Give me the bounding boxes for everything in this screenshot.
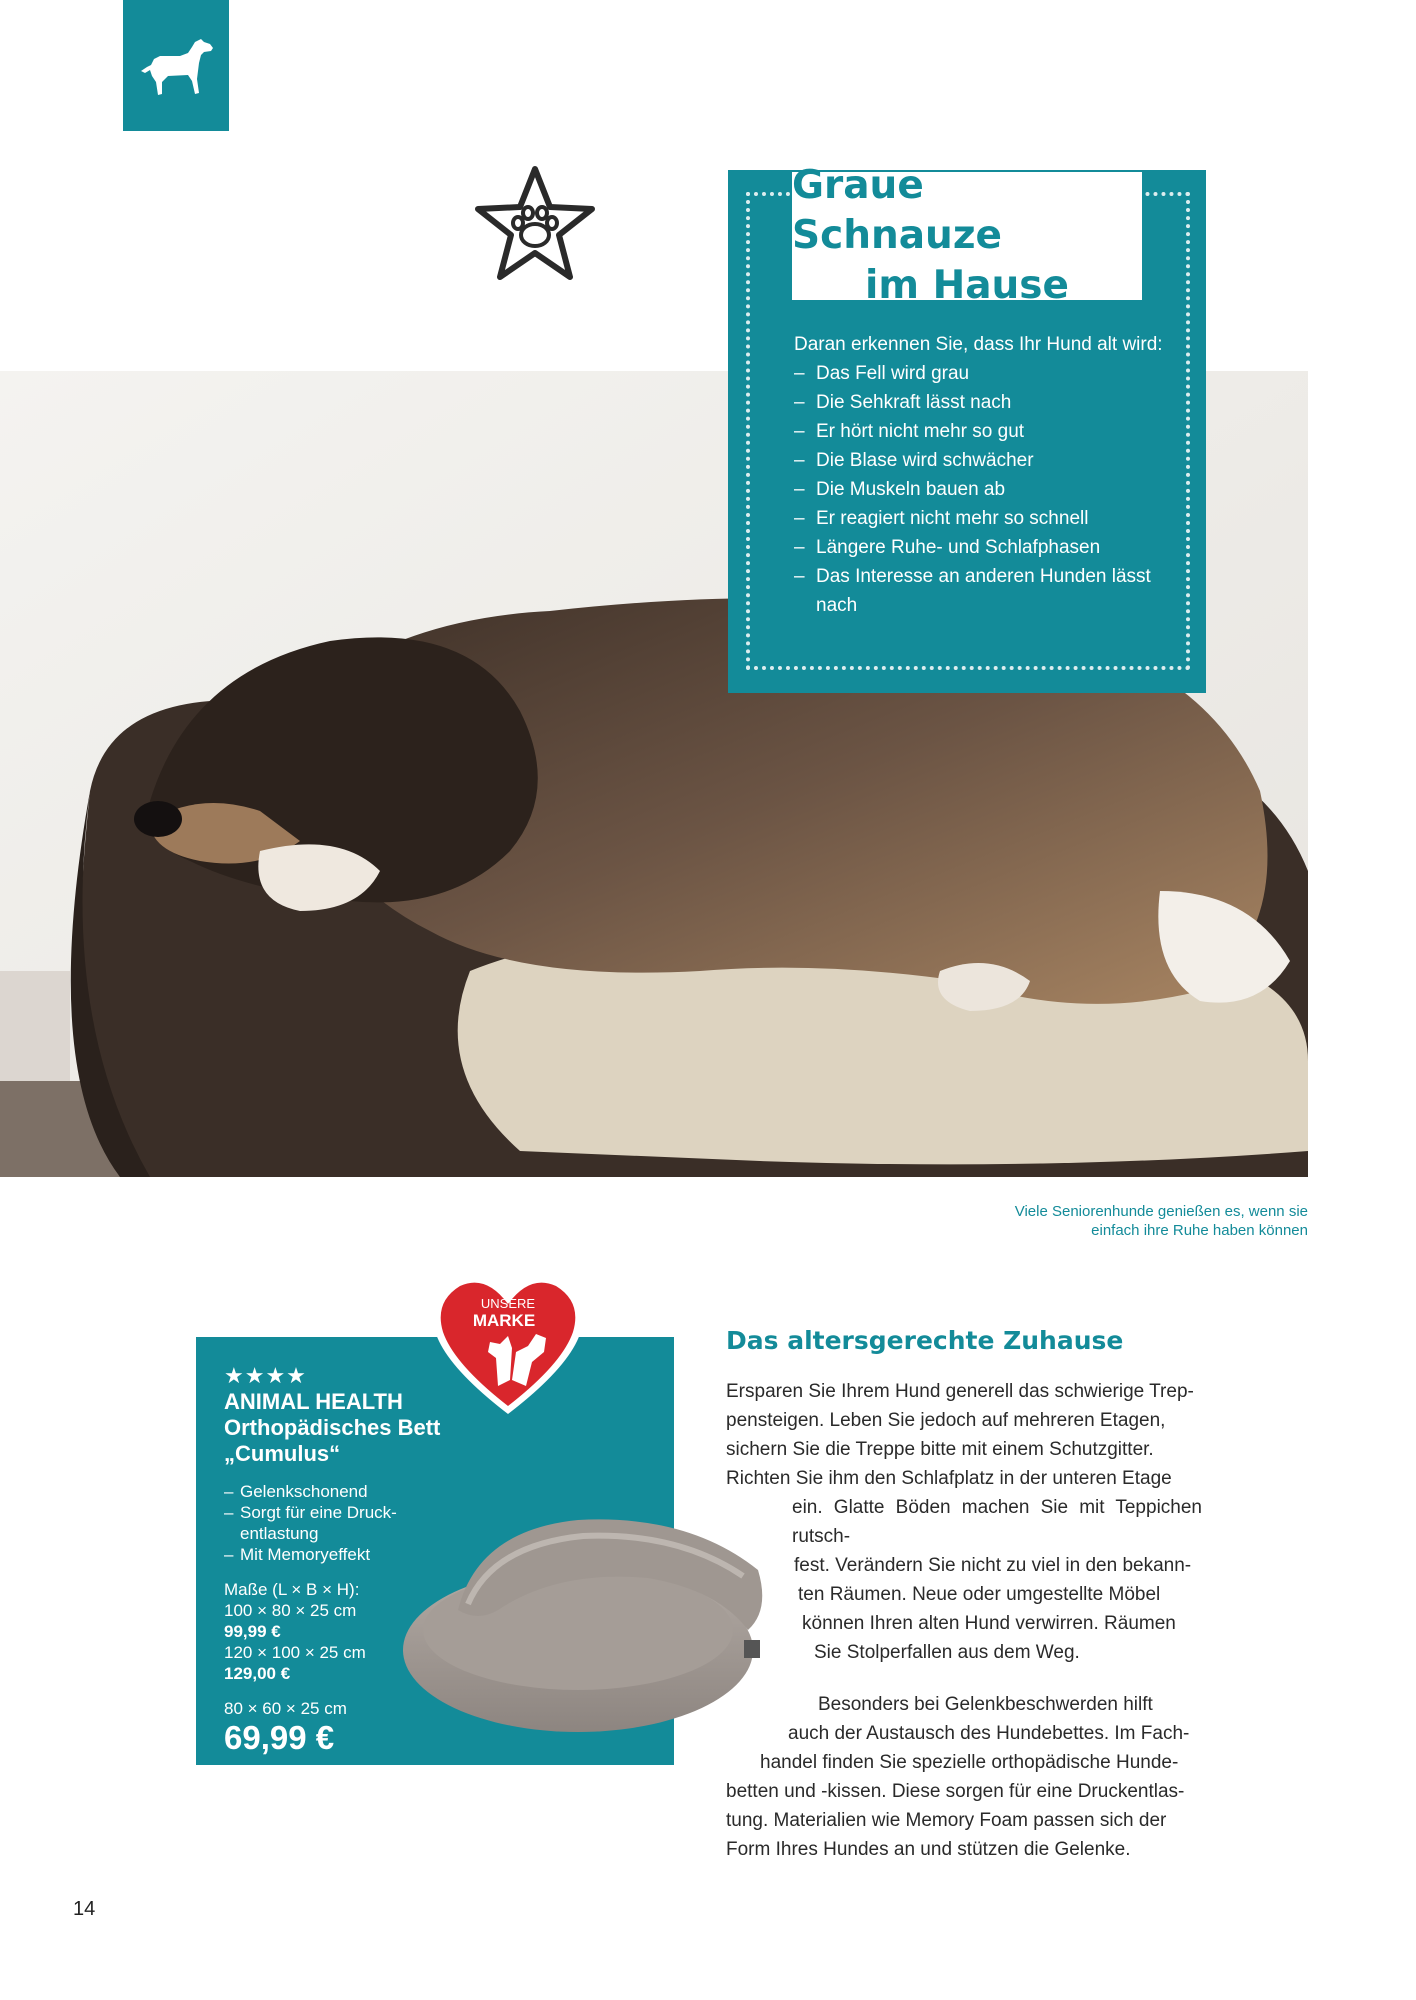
info-box-title <box>792 163 1142 308</box>
article-paragraph <box>726 1690 1202 1864</box>
feature-item: – Gelenkschonend <box>224 1481 524 1502</box>
badge-line2: MARKE <box>472 1311 536 1330</box>
text-line: sichern Sie die Treppe bitte mit einem Schutzgitter. <box>726 1439 1154 1460</box>
title-line: im Hause <box>865 263 1069 308</box>
list-item: – Die Muskeln bauen ab <box>794 475 1174 504</box>
paw-star-icon <box>472 163 598 292</box>
feature-item: – Sorgt für eine Druck-entlastung <box>224 1502 420 1544</box>
article-heading: Das altersgerechte Zuhause <box>726 1326 1124 1355</box>
text-line: ten Räumen. Neue oder umgestellte Möbel <box>798 1584 1161 1605</box>
text-line: Ersparen Sie Ihrem Hund generell das schwierige Trep- <box>726 1381 1194 1402</box>
aging-signs-list <box>794 359 1174 620</box>
list-item: – Die Blase wird schwächer <box>794 446 1174 475</box>
text-line: Richten Sie ihm den Schlafplatz in der unteren Etage <box>726 1468 1172 1489</box>
article <box>726 1325 1202 1864</box>
size-option: 100 × 80 × 25 cm <box>224 1601 357 1620</box>
photo-caption <box>888 1202 1308 1240</box>
caption-line: Viele Seniorenhunde genießen es, wenn sie <box>1014 1203 1308 1220</box>
text-line: fest. Verändern Sie nicht zu viel in den bekann- <box>794 1555 1192 1576</box>
text-line: können Ihren alten Hund verwirren. Räumen <box>802 1613 1176 1634</box>
badge-line1: UNSERE <box>480 1296 536 1311</box>
text-line: auch der Austausch des Hundebettes. Im Fach- <box>788 1723 1190 1744</box>
list-item: – Das Interesse an anderen Hunden lässt nach <box>794 562 1174 620</box>
own-brand-heart-badge <box>428 1268 588 1423</box>
text-line: tung. Materialien wie Memory Foam passen sich der <box>726 1810 1167 1831</box>
size-option: 80 × 60 × 25 cm <box>224 1699 347 1718</box>
info-intro: Daran erkennen Sie, dass Ihr Hund alt wird: <box>794 334 1163 355</box>
list-item: – Er reagiert nicht mehr so schnell <box>794 504 1174 533</box>
price: 99,99 € <box>224 1622 281 1641</box>
text-line: Sie Stolperfallen aus dem Weg. <box>814 1642 1080 1663</box>
dog-icon <box>137 38 215 98</box>
text-line: betten und -kissen. Diese sorgen für eine Druckentlas- <box>726 1781 1185 1802</box>
product-brand: ANIMAL HEALTH <box>224 1389 403 1414</box>
page-number: 14 <box>73 1898 96 1920</box>
info-box-text <box>794 330 1174 620</box>
caption-line: einfach ihre Ruhe haben können <box>1091 1222 1308 1239</box>
list-item: – Die Sehkraft lässt nach <box>794 388 1174 417</box>
text-line: handel finden Sie spezielle orthopädische Hunde- <box>760 1752 1179 1773</box>
text-line: Form Ihres Hundes an und stützen die Gelenke. <box>726 1839 1131 1860</box>
text-line: Besonders bei Gelenkbeschwerden hilft <box>818 1694 1153 1715</box>
text-line: ein. Glatte Böden machen Sie mit Teppichen rutsch- <box>792 1497 1202 1547</box>
info-box <box>728 163 1206 693</box>
title-line: Graue Schnauze <box>792 163 1002 258</box>
list-item: – Das Fell wird grau <box>794 359 1174 388</box>
list-item: – Er hört nicht mehr so gut <box>794 417 1174 446</box>
rating-stars: ★★★★ <box>224 1363 307 1388</box>
sizes-label: Maße (L × B × H): <box>224 1580 360 1599</box>
product-name: Orthopädisches Bett „Cumulus“ <box>224 1415 441 1466</box>
text-line: pensteigen. Leben Sie jedoch auf mehreren Etagen, <box>726 1410 1166 1431</box>
list-item: – Längere Ruhe- und Schlafphasen <box>794 533 1174 562</box>
size-option: 120 × 100 × 25 cm <box>224 1643 366 1662</box>
article-paragraph <box>726 1377 1202 1667</box>
featured-price: 69,99 € <box>224 1719 335 1756</box>
orthopedic-bed-image <box>398 1500 778 1755</box>
price: 129,00 € <box>224 1664 291 1683</box>
feature-item: – Mit Memoryeffekt <box>224 1544 524 1565</box>
category-tab <box>123 0 229 131</box>
